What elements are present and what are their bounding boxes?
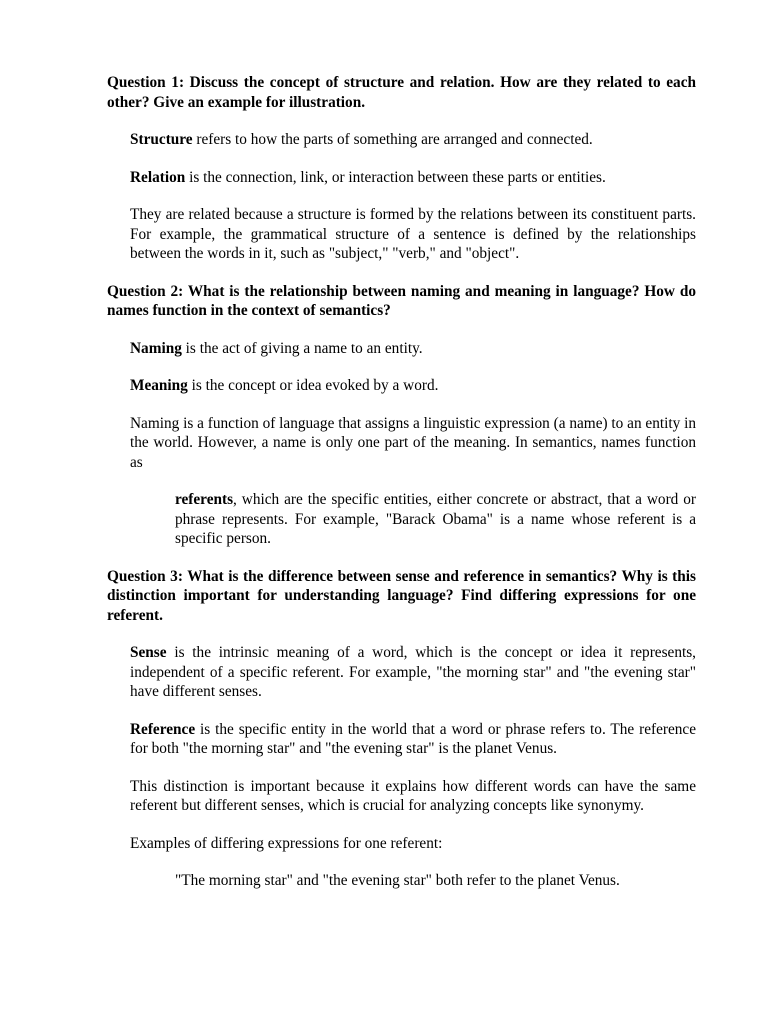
- sense-text: is the intrinsic meaning of a word, which is the concept or idea it represents, independent of a specific referent. For example, "the morning star" and "the evening star" have different senses.: [130, 644, 696, 700]
- referents-text: , which are the specific entities, either concrete or abstract, that a word or phrase represents. For example, "Barack Obama" is a name whose referent is a specific person.: [175, 491, 696, 547]
- meaning-term: Meaning: [130, 377, 188, 394]
- q1-explanation: They are related because a structure is formed by the relations between its constituent parts. For example, the grammatical structure of a sentence is defined by the relationships between the words in it, such as "subject," "verb," and "object".: [130, 206, 696, 262]
- example-item: "The morning star" and "the evening star" both refer to the planet Venus.: [175, 872, 620, 889]
- structure-text: refers to how the parts of something are arranged and connected.: [192, 131, 593, 148]
- referents-definition: [175, 490, 696, 549]
- document-body: [107, 73, 696, 909]
- naming-term: Naming: [130, 339, 182, 357]
- q2-explanation: Naming is a function of language that assigns a linguistic expression (a name) to an entity in the world. However, a name is only one part of the meaning. In semantics, names function as: [130, 414, 696, 471]
- meaning-text: is the concept or idea evoked by a word.: [187, 377, 439, 394]
- structure-definition: [130, 130, 696, 150]
- naming-definition: [130, 339, 696, 359]
- naming-text: is the act of giving a name to an entity.: [181, 339, 423, 357]
- sense-term: Sense: [130, 644, 167, 661]
- relation-text: is the connection, link, or interaction between these parts or entities.: [185, 168, 606, 186]
- question-2-heading: Question 2: What is the relationship between naming and meaning in language? How do names function in the context of semantics?: [107, 282, 696, 319]
- q3-explanation: This distinction is important because it explains how different words can have the same referent but different senses, which is crucial for analyzing concepts like synonymy.: [130, 777, 696, 814]
- relation-definition: [130, 168, 696, 188]
- question-3-heading: Question 3: What is the difference between sense and reference in semantics? Why is this distinction important for understanding language? Find differing expressions for one referent.: [107, 567, 696, 624]
- meaning-definition: [130, 376, 696, 396]
- examples-intro: Examples of differing expressions for one referent:: [130, 834, 443, 852]
- sense-definition: [130, 643, 696, 702]
- question-1-heading: Question 1: Discuss the concept of structure and relation. How are they related to each other? Give an example for illustration.: [107, 74, 696, 111]
- reference-text: is the specific entity in the world that a word or phrase refers to. The reference for both "the morning star" and "the evening star" is the planet Venus.: [130, 720, 696, 757]
- structure-term: Structure: [130, 131, 193, 148]
- referents-term: referents: [175, 491, 234, 508]
- relation-term: Relation: [130, 168, 186, 186]
- reference-definition: [130, 720, 696, 759]
- reference-term: Reference: [130, 720, 196, 738]
